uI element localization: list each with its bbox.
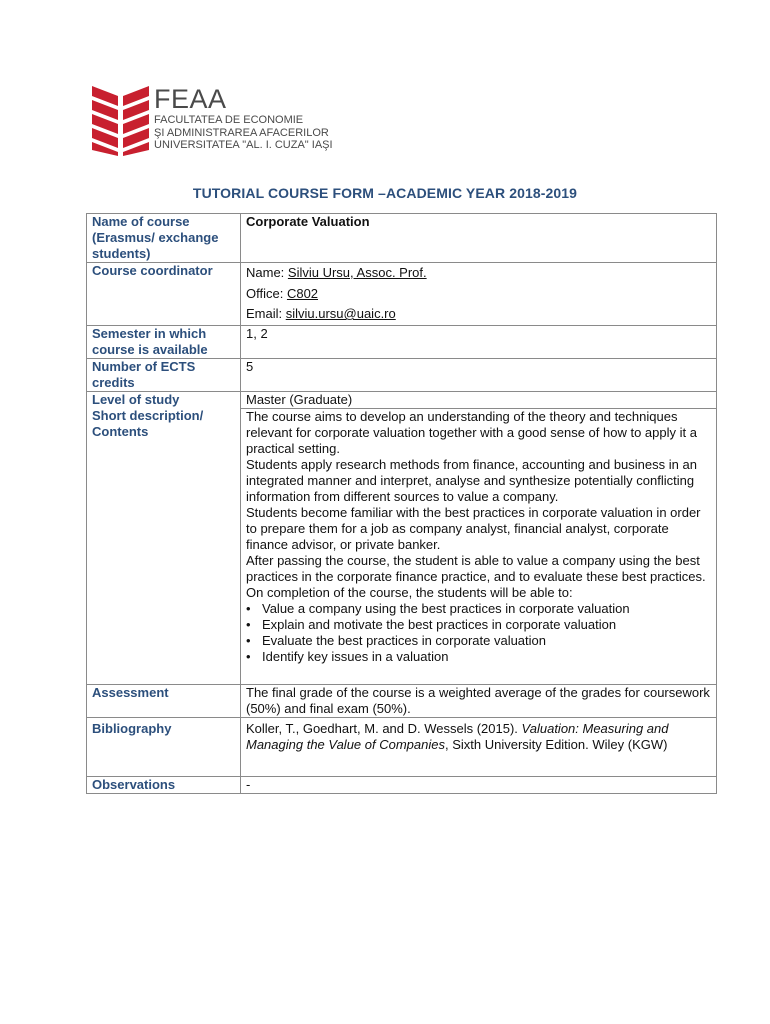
- table-row: [87, 777, 717, 794]
- level-label: Level of study: [87, 391, 241, 408]
- table-row: [87, 718, 717, 777]
- coordinator-email-prefix: Email:: [246, 306, 286, 321]
- assessment-label: Assessment: [87, 685, 241, 718]
- description-label: Short description/ Contents: [87, 408, 241, 685]
- objectives-list: [246, 601, 711, 665]
- course-form-table: [86, 213, 717, 794]
- bibliography-label: Bibliography: [87, 718, 241, 777]
- coordinator-office: C802: [286, 285, 319, 301]
- description-paragraph: On completion of the course, the students will be able to:: [246, 584, 573, 600]
- description-paragraph: Students become familiar with the best practices in corporate valuation in order to prepare them for a job as company analyst, financial analyst, corporate finance advisor, or private banker.: [246, 504, 701, 552]
- coordinator-name-prefix: Name:: [246, 265, 288, 280]
- logo-faculty-line2: ŞI ADMINISTRAREA AFACERILOR: [154, 126, 329, 139]
- book-emblem-icon: [92, 84, 150, 156]
- description-paragraph: The course aims to develop an understanding of the theory and techniques relevant for corporate valuation together with a good sense of how to apply it a practical setting.: [246, 408, 697, 456]
- logo-university-line: UNIVERSITATEA "AL. I. CUZA" IAŞI: [154, 139, 333, 151]
- observations-label: Observations: [87, 777, 241, 794]
- coordinator-office-prefix: Office:: [246, 285, 287, 301]
- bibliography-title: Valuation: Measuring and Managing the Value of Companies: [246, 721, 669, 752]
- list-item: • Value a company using the best practices in corporate valuation: [246, 601, 711, 617]
- description-paragraph: Students apply research methods from finance, accounting and business in an integrated manner and interpret, analyse and synthesize potentially conflicting information from different sources to value a company.: [246, 456, 697, 504]
- coordinator-email-line: [246, 304, 711, 325]
- coordinator-name-line: [246, 263, 711, 284]
- assessment-value: The final grade of the course is a weighted average of the grades for coursework (50%) and final exam (50%).: [241, 685, 717, 718]
- table-row: [87, 214, 717, 263]
- ects-value: 5: [241, 358, 717, 391]
- bibliography-value: [241, 718, 717, 777]
- bibliography-publisher: , Sixth University Edition. Wiley (KGW): [444, 737, 668, 752]
- observations-value: -: [241, 777, 717, 794]
- coordinator-office-line: [246, 284, 711, 305]
- coordinator-value: [241, 263, 717, 326]
- list-item: • Explain and motivate the best practices in corporate valuation: [246, 617, 711, 633]
- table-row: [87, 263, 717, 326]
- faculty-logo: [92, 84, 332, 160]
- logo-faculty-line1: FACULTATEA DE ECONOMIE: [154, 114, 304, 126]
- coordinator-label: Course coordinator: [87, 263, 241, 326]
- description-value: [241, 408, 717, 685]
- list-item: • Identify key issues in a valuation: [246, 649, 711, 665]
- logo-acronym: FEAA: [154, 84, 227, 114]
- semester-value: 1, 2: [241, 325, 717, 358]
- course-name-value: Corporate Valuation: [241, 214, 717, 263]
- coordinator-email-link[interactable]: silviu.ursu@uaic.ro: [285, 306, 396, 321]
- description-paragraph: After passing the course, the student is able to value a company using the best practices in the corporate finance practice, and to evaluate these best practices.: [246, 552, 706, 584]
- semester-label: Semester in which course is available: [87, 325, 241, 358]
- bibliography-authors: Koller, T., Goedhart, M. and D. Wessels (2015).: [246, 721, 522, 736]
- level-value: Master (Graduate): [241, 391, 717, 408]
- table-row: [87, 325, 717, 358]
- course-name-label: Name of course (Erasmus/ exchange students): [87, 214, 241, 263]
- coordinator-name: Silviu Ursu, Assoc. Prof.: [287, 265, 427, 280]
- form-title: TUTORIAL COURSE FORM –ACADEMIC YEAR 2018-2019: [192, 185, 578, 201]
- table-row: [87, 685, 717, 718]
- list-item: • Evaluate the best practices in corporate valuation: [246, 633, 711, 649]
- table-row: [87, 358, 717, 391]
- table-row: [87, 391, 717, 408]
- ects-label: Number of ECTS credits: [87, 358, 241, 391]
- table-row: [87, 408, 717, 685]
- logo-text: [154, 84, 333, 152]
